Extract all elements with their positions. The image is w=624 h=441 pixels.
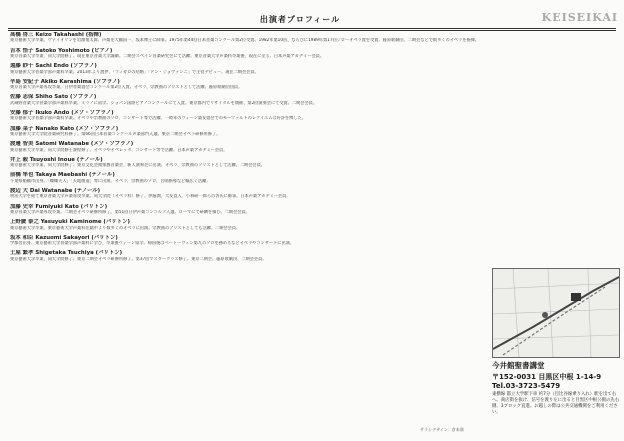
performer-entry xyxy=(10,172,486,188)
performer-name: 辛島 安紀子 Akiko Karashima (ソプラノ) xyxy=(10,78,120,85)
performer-bio: 明治大学を経て東京音楽大学声楽専攻卒業。同大学院（オペラ科）修了。伊藤潤、大友直人、小林研一郎らの各氏に師事。日本声楽アカデミー会員。 xyxy=(10,194,291,199)
performer-bio: 東京藝術大学音楽学部声楽科卒業。2013年より渡伊、「フィガロの結婚」「ドン・ジョヴァンニ」で主役デビュー。現在二期会会員。 xyxy=(10,69,259,74)
performer-bio: 東京音楽大学声楽専攻卒業。二期会オペラ研修所修了。第51回日伊声楽コンコルソ入選。ローマにて研鑽を積む。二期会会員。 xyxy=(10,209,250,214)
performer-name: 吉本 悟子 Satoko Yoshimoto (ピアノ) xyxy=(10,47,113,54)
performer-name: 前橋 隼也 Takaya Maebashi (テノール) xyxy=(10,172,115,179)
performer-entry xyxy=(10,250,486,266)
performer-entry xyxy=(10,94,486,110)
performer-bio: 東京藝術大学卒業、同大学院修士課程修了。オペラやオペレッタ、コンサート等で活躍。日本声楽アカデミー会員。 xyxy=(10,147,228,152)
station-marker xyxy=(542,312,548,318)
performer-bio: 千葉県船橋市出身。「蝶蝶夫人」「天地創造」等に出演。オペラ、宗教曲のソロ、合唱指導など幅広く活躍。 xyxy=(10,178,211,183)
performer-bio: 東京藝術大学卒業、同大学院修了。東京二期会オペラ研修所修了。第37回マスタークラス修了。東京二期会、藤原歌劇団、二期会会員。 xyxy=(10,256,267,261)
venue-phone: Tel.03-3723-5479 xyxy=(492,382,561,390)
performer-entry xyxy=(10,63,486,79)
performer-list xyxy=(10,32,486,432)
performer-entry xyxy=(10,235,486,251)
performer-name: 上野廣 泰之 Yasuyuki Kaminome (バリトン) xyxy=(10,219,130,226)
performer-name: 安藤 郁子 Ikuko Ando (メゾ・ソプラノ) xyxy=(10,109,114,116)
performer-name: 佐藤 志保 Shiho Sato (ソプラノ) xyxy=(10,94,97,101)
performer-entry xyxy=(10,204,486,220)
performer-bio: 東京藝術大学卒業。東京藝術大学声楽科在籍中より数多くのオペラに出演。宗教曲のソリストとしても活躍。二期会会員。 xyxy=(10,225,241,230)
performer-name: 加藤 史幸 Fumiyuki Kato (バリトン) xyxy=(10,203,108,210)
venue-name: 今井館聖書講堂 xyxy=(492,361,545,370)
performer-entry xyxy=(10,219,486,235)
performer-entry xyxy=(10,126,486,142)
performer-entry xyxy=(10,188,486,204)
performer-entry xyxy=(10,157,486,173)
performer-name: 渡辺 大 Dai Watanabe (テノール) xyxy=(10,187,101,194)
venue-marker xyxy=(571,293,581,301)
performer-bio: 東京音楽大学声楽専攻卒業。日伊音楽協会コンクール第2位入賞。オペラ、宗教曲のソリストとして活躍。藤原歌劇団団員。 xyxy=(10,85,243,90)
performer-name: 土屋 繁孝 Shigetaka Tsuchiya (バリトン) xyxy=(10,250,123,257)
performer-bio: 東京藝術大学卒業、同大学院修了。東京文化会館推薦音楽会、新人演奏会に出演。オペラ、宗教曲のソリストとして活躍。二期会会員。 xyxy=(10,163,265,168)
performer-bio: 東京藝術大学音楽学部声楽科卒業。オペラや宗教曲のソロ、コンサート等で活躍。一時年のウィーン楽友協会でのモーツァルトのレクイエムは好評を博した。 xyxy=(10,116,306,121)
venue-access: 東横線 都立大学駅下車 約7分（目比谷線乗り入れ）駅を出て右へ。商店街を抜け、信号を渡り左に出ると目黒区中根公園の先右側、3ブロック直進。お越しの際は公共交通機関をご利用ください。 xyxy=(492,392,620,415)
page-title: 出演者プロフィール xyxy=(259,15,341,24)
performer-entry xyxy=(10,48,486,64)
map-graphic xyxy=(493,269,619,357)
performer-entry xyxy=(10,110,486,126)
performer-name: 高橋 啓三 Keizo Takahashi (指揮) xyxy=(10,32,102,38)
performer-name: 渡邊 智美 Satomi Watanabe (メゾ・ソプラノ) xyxy=(10,141,134,148)
performer-name: 坂本 和臣 Kazuomi Sakayori (バリトン) xyxy=(10,234,118,241)
brand-logo-text: KEISEIKAI xyxy=(541,11,618,24)
performer-bio: 東京藝術大学卒業。ヴァイオリンを岩淵竜太郎、声楽を大橋国一、坂本博士に師事。1975年第44回日本音楽コンクール第2位受賞。1982年第10回、ならびに1989年第17回ジローオペラ賞を受賞。藤原歌劇団、二期会などで数多くのオペラを指揮。 xyxy=(10,38,479,43)
performer-bio: 宇都宮出身。東京藝術大学音楽学部声楽科に学び、卒業後ウィーン留学。帰国後はベートーヴェン第九のソロを務めるなどオペラやコンサートに出演。 xyxy=(10,241,295,246)
performer-name: 井上 毅 Tsuyoshi Inoue (テノール) xyxy=(10,156,103,163)
performer-bio: 武蔵野音楽大学音楽学部声楽科卒業。ミラノに留学。ショパン国際ピアノコンクールにて入賞。東京都内でリサイタルを開催、第2回演奏会にて受賞。二期会会員。 xyxy=(10,100,318,105)
venue-map xyxy=(492,268,620,358)
performer-bio: 東京音楽大学卒業、同大学院修了。現在東京音楽大学講師。二期会スペイン音楽研究会にて活躍。東京音楽大学声楽科卒業後、現在に至る。日本声楽アカデミー会員。 xyxy=(10,54,325,58)
header-rule-secondary xyxy=(8,30,616,31)
venue-address: 〒152-0031 目黒区中根 1-14-9 xyxy=(492,373,602,381)
performer-entry xyxy=(10,141,486,157)
header-rule xyxy=(8,28,616,29)
performer-name: 遠藤 紗千 Sachi Endo (ソプラノ) xyxy=(10,63,97,70)
performer-name: 加藤 菜子 Nanako Kato (メゾ・ソプラノ) xyxy=(10,125,119,132)
design-credit: サラシデザイン：倉本満 xyxy=(420,427,464,432)
venue-info xyxy=(492,360,622,416)
performer-entry xyxy=(10,79,486,95)
performer-entry xyxy=(10,32,486,48)
performer-bio: 東京藝術大学大学院音楽研究科修了。第66回日本音楽コンクール声楽部門入選。東京二期会オペラ研修所修了。 xyxy=(10,131,221,136)
